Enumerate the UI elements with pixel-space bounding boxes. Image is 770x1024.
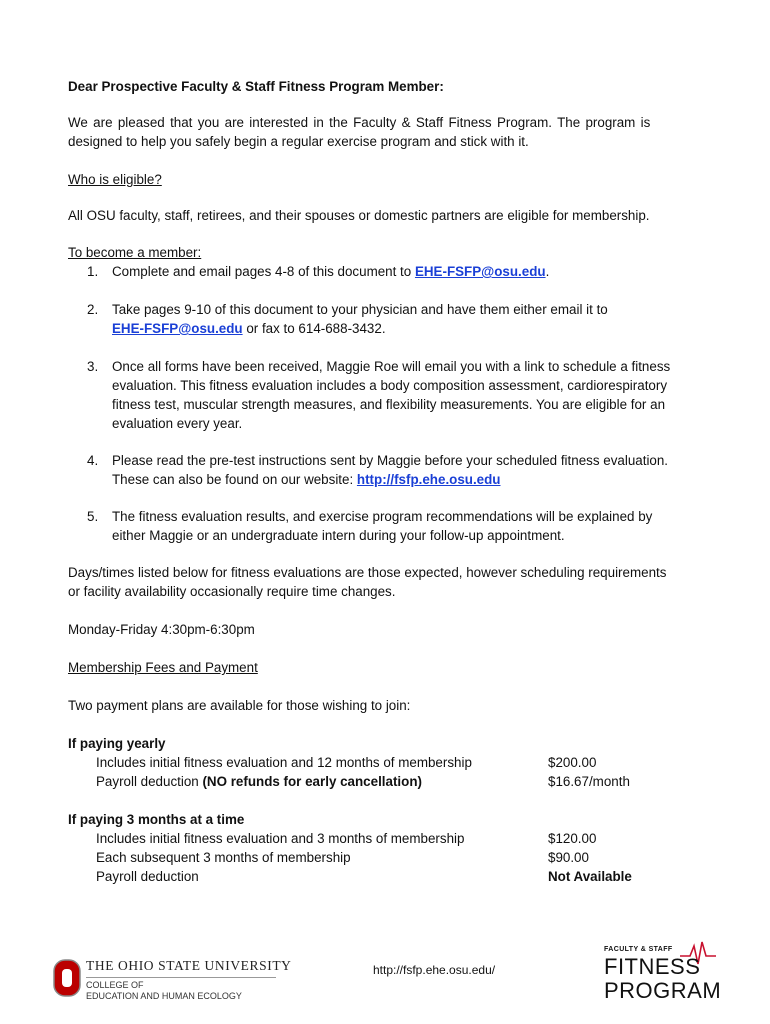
intro-line-2: designed to help you safely begin a regular exercise program and stick with it. bbox=[68, 134, 529, 149]
eligibility-heading: Who is eligible? bbox=[68, 172, 162, 187]
osu-block-o-icon bbox=[52, 958, 82, 998]
step-3-line-1: Once all forms have been received, Maggie Roe will email you with a link to schedule a fitness bbox=[112, 359, 671, 374]
website-link[interactable]: http://fsfp.ehe.osu.edu bbox=[356, 472, 501, 487]
eligibility-text: All OSU faculty, staff, retirees, and their spouses or domestic partners are eligible for membership. bbox=[68, 208, 650, 223]
footer-url[interactable]: http://fsfp.ehe.osu.edu/ bbox=[373, 963, 496, 977]
step-4-line-1: Please read the pre-test instructions sent by Maggie before your scheduled fitness evaluation. bbox=[112, 453, 669, 468]
program-title-fitness: FITNESS bbox=[604, 954, 701, 979]
step-5-line-2: either Maggie or an undergraduate intern during your follow-up appointment. bbox=[112, 528, 565, 543]
osu-name: THE OHIO STATE UNIVERSITY bbox=[86, 958, 292, 973]
step-1-number: 1. bbox=[87, 264, 99, 279]
college-line-2: EDUCATION AND HUMAN ECOLOGY bbox=[86, 991, 242, 1001]
step-2-number: 2. bbox=[87, 302, 99, 317]
step-5-number: 5. bbox=[87, 509, 99, 524]
quarterly-row-2-price: $90.00 bbox=[548, 850, 589, 865]
step-5-line-1: The fitness evaluation results, and exercise program recommendations will be explained by bbox=[112, 509, 653, 524]
step-3-number: 3. bbox=[87, 359, 99, 374]
quarterly-row-3-price: Not Available bbox=[548, 869, 632, 884]
step-2-line-2 bbox=[112, 319, 386, 338]
step-4-line-2 bbox=[112, 470, 501, 489]
yearly-row-1-price: $200.00 bbox=[548, 755, 597, 770]
program-small-title: FACULTY & STAFF bbox=[604, 946, 673, 953]
yearly-heading: If paying yearly bbox=[68, 736, 166, 751]
quarterly-row-3-label: Payroll deduction bbox=[96, 869, 199, 884]
no-refunds-note: (NO refunds for early cancellation) bbox=[202, 774, 422, 789]
schedule-line-1: Days/times listed below for fitness evaluations are those expected, however scheduling requirements bbox=[68, 565, 667, 580]
yearly-row-2-price: $16.67/month bbox=[548, 774, 630, 789]
step-1-text bbox=[112, 262, 549, 281]
step-1-label: Complete and email pages 4-8 of this document to bbox=[112, 264, 415, 279]
yearly-row-2-label bbox=[96, 772, 422, 791]
step-1-period: . bbox=[545, 264, 550, 279]
osu-divider bbox=[86, 977, 276, 978]
college-line-1: COLLEGE OF bbox=[86, 980, 144, 990]
step-3-line-3: fitness test, muscular strength measures, and flexibility measurements. You are eligible for an bbox=[112, 397, 666, 412]
plans-intro: Two payment plans are available for those wishing to join: bbox=[68, 698, 411, 713]
schedule-line-2: or facility availability occasionally require time changes. bbox=[68, 584, 396, 599]
step-4-label: These can also be found on our website: bbox=[112, 472, 357, 487]
quarterly-row-2-label: Each subsequent 3 months of membership bbox=[96, 850, 351, 865]
step-4-number: 4. bbox=[87, 453, 99, 468]
step-2-email-link[interactable]: EHE-FSFP@osu.edu bbox=[112, 321, 243, 336]
program-title-program: PROGRAM bbox=[604, 978, 722, 1003]
greeting: Dear Prospective Faculty & Staff Fitness Program Member: bbox=[68, 79, 444, 94]
step-1-email-link[interactable]: EHE-FSFP@osu.edu bbox=[414, 264, 546, 279]
quarterly-row-1-price: $120.00 bbox=[548, 831, 597, 846]
member-heading: To become a member: bbox=[68, 245, 202, 260]
yearly-row-1-label: Includes initial fitness evaluation and 12 months of membership bbox=[96, 755, 472, 770]
intro-line-1: We are pleased that you are interested in the Faculty & Staff Fitness Program. The program is bbox=[68, 115, 651, 130]
fees-heading: Membership Fees and Payment bbox=[68, 660, 258, 675]
osu-college bbox=[86, 980, 242, 1002]
step-3-line-4: evaluation every year. bbox=[112, 416, 243, 431]
yearly-row-2-text: Payroll deduction bbox=[96, 774, 203, 789]
hours: Monday-Friday 4:30pm-6:30pm bbox=[68, 622, 255, 637]
step-3-line-2: evaluation. This fitness evaluation includes a body composition assessment, cardiorespiratory bbox=[112, 378, 668, 393]
quarterly-heading: If paying 3 months at a time bbox=[68, 812, 245, 827]
step-2-line-1: Take pages 9-10 of this document to your physician and have them either email it to bbox=[112, 302, 608, 317]
quarterly-row-1-label: Includes initial fitness evaluation and 3 months of membership bbox=[96, 831, 465, 846]
step-2-fax: or fax to 614-688-3432. bbox=[242, 321, 386, 336]
